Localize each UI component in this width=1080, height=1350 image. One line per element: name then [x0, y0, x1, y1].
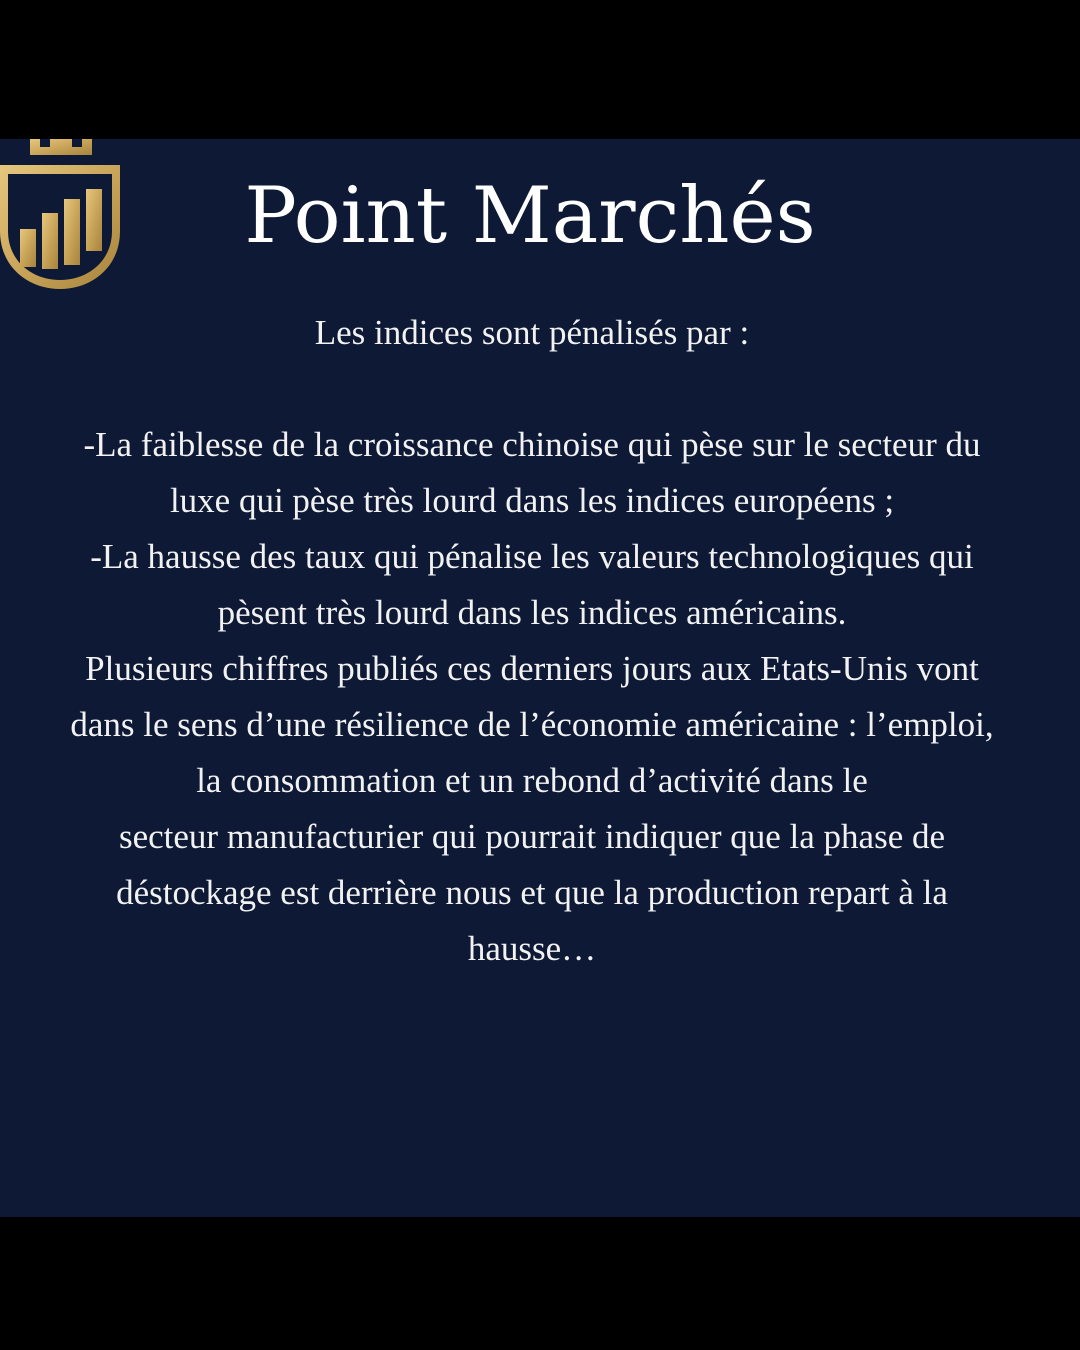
paragraph-spacer	[60, 361, 1004, 417]
paragraph: secteur manufacturier qui pourrait indiquer que la phase de déstockage est derrière nous et que la production repart à la hausse…	[116, 817, 948, 968]
paragraph: -La faiblesse de la croissance chinoise qui pèse sur le secteur du luxe qui pèse très lourd dans les indices européens ;	[83, 425, 981, 520]
article-body	[60, 305, 1004, 977]
intro-text: Les indices sont pénalisés par :	[314, 313, 750, 352]
paragraph: Plusieurs chiffres publiés ces derniers jours aux Etats-Unis vont dans le sens d’une résilience de l’économie américaine : l’emploi, la consommation et un rebond d’activité dans le	[70, 649, 994, 800]
paragraph: -La hausse des taux qui pénalise les valeurs technologiques qui pèsent très lourd dans les indices américains.	[90, 537, 974, 632]
page-title: Point Marchés	[244, 171, 816, 261]
